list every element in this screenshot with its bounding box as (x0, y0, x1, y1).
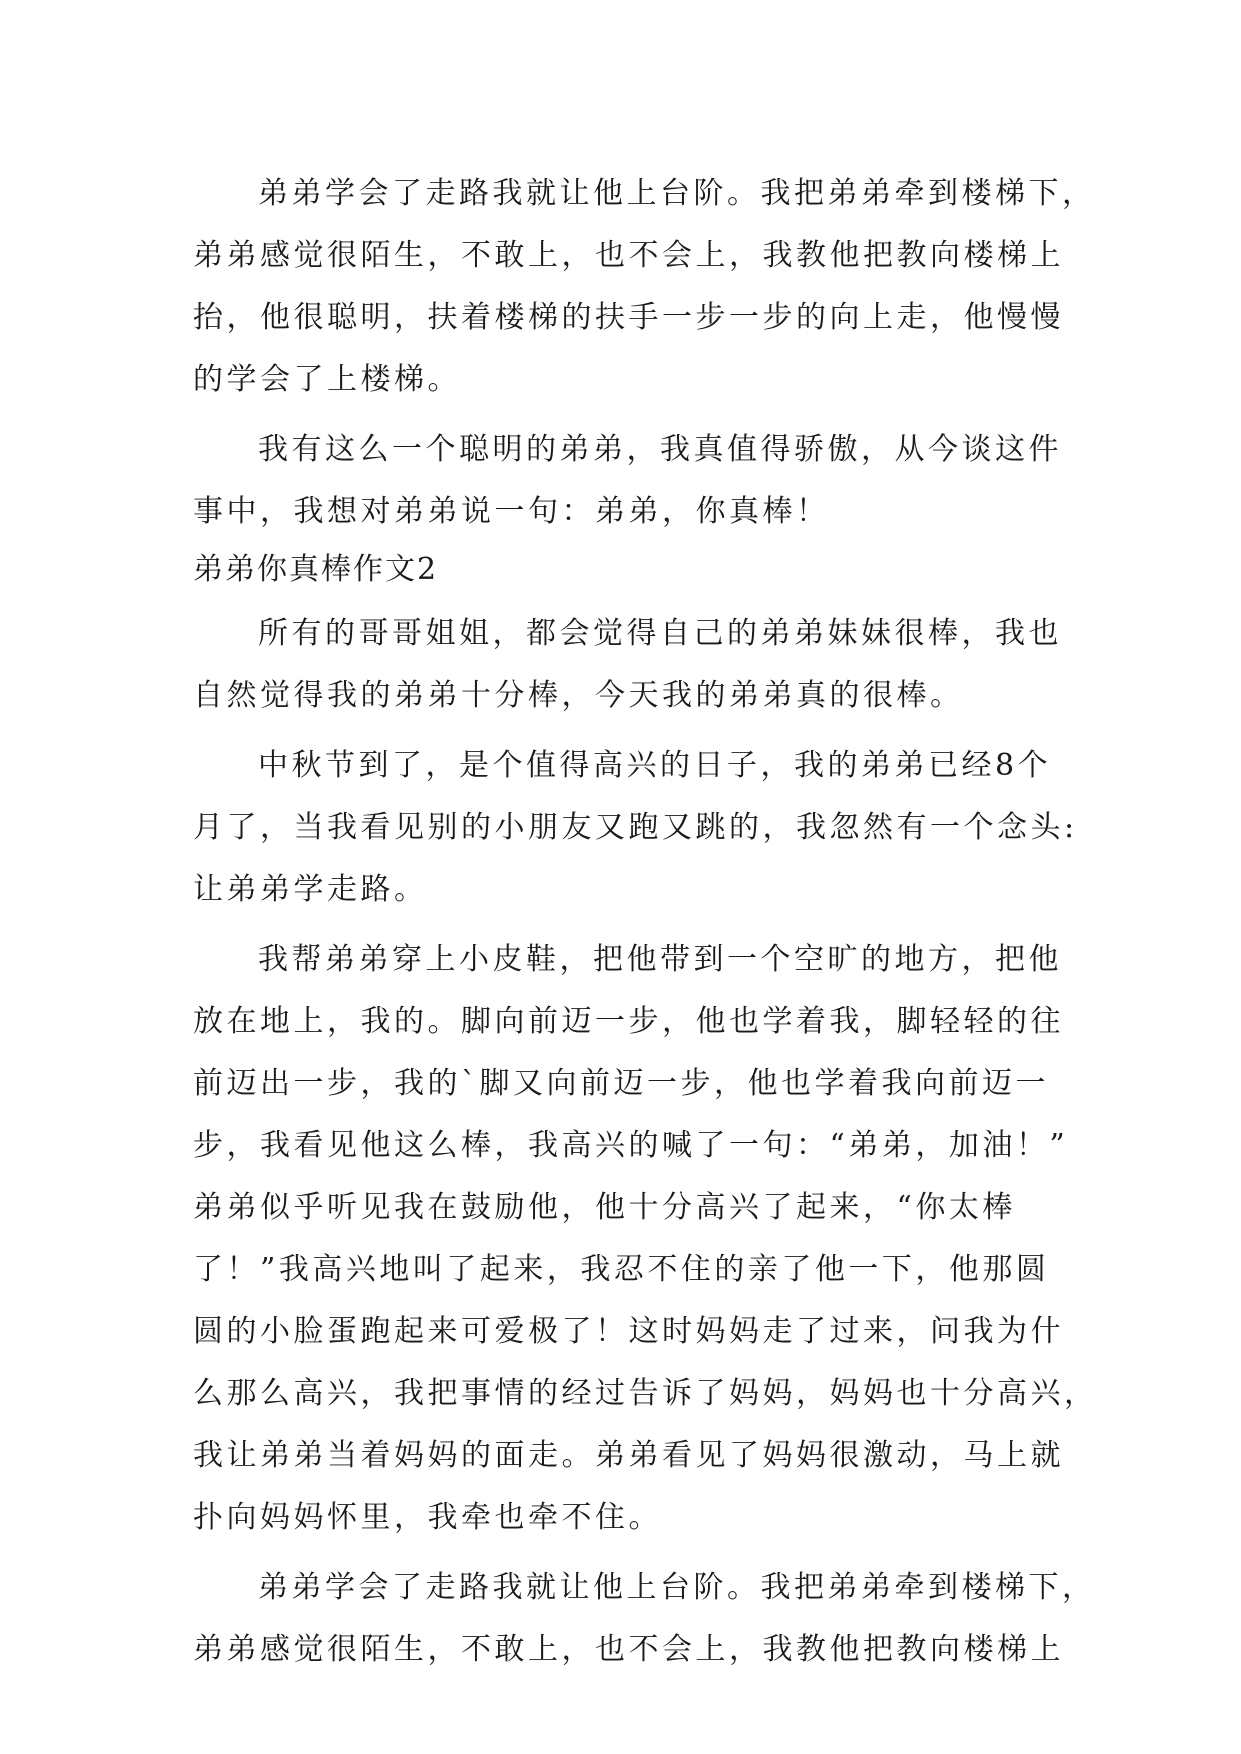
paragraph-line: 自然觉得我的弟弟十分棒，今天我的弟弟真的很棒。 (193, 678, 964, 713)
paragraph-line: 事中，我想对弟弟说一句：弟弟，你真棒！ (193, 494, 830, 529)
paragraph-line: 步，我看见他这么棒，我高兴的喊了一句：“弟弟，加油！” (193, 1128, 1069, 1163)
paragraph-line: 扑向妈妈怀里，我牵也牵不住。 (193, 1500, 662, 1535)
paragraph-line: 抬，他很聪明，扶着楼梯的扶手一步一步的向上走，他慢慢 (193, 300, 1064, 335)
paragraph-line: 了！”我高兴地叫了起来，我忍不住的亲了他一下，他那圆 (193, 1252, 1050, 1287)
paragraph-line: 圆的小脸蛋跑起来可爱极了！这时妈妈走了过来，问我为什 (193, 1314, 1064, 1349)
paragraph-line: 所有的哥哥姐姐，都会觉得自己的弟弟妹妹很棒，我也 (258, 616, 1062, 651)
section-heading: 弟弟你真棒作文2 (193, 552, 439, 587)
paragraph-line: 弟弟感觉很陌生，不敢上，也不会上，我教他把教向楼梯上 (193, 1632, 1064, 1667)
paragraph-line: 弟弟感觉很陌生，不敢上，也不会上，我教他把教向楼梯上 (193, 238, 1064, 273)
paragraph-line: 的学会了上楼梯。 (193, 362, 461, 397)
paragraph-line: 放在地上，我的。脚向前迈一步，他也学着我，脚轻轻的往 (193, 1004, 1064, 1039)
paragraph-line: 月了，当我看见别的小朋友又跑又跳的，我忽然有一个念头: (193, 810, 1078, 845)
paragraph-line: 中秋节到了，是个值得高兴的日子，我的弟弟已经8个 (258, 748, 1052, 783)
paragraph-line: 我帮弟弟穿上小皮鞋，把他带到一个空旷的地方，把他 (258, 942, 1062, 977)
paragraph-line: 弟弟学会了走路我就让他上台阶。我把弟弟牵到楼梯下， (258, 176, 1096, 211)
paragraph-line: 弟弟似乎听见我在鼓励他，他十分高兴了起来，“你太棒 (193, 1190, 1016, 1225)
paragraph-line: 我有这么一个聪明的弟弟，我真值得骄傲，从今谈这件 (258, 432, 1062, 467)
paragraph-line: 让弟弟学走路。 (193, 872, 428, 907)
paragraph-line: 么那么高兴，我把事情的经过告诉了妈妈，妈妈也十分高兴， (193, 1376, 1098, 1411)
paragraph-line: 弟弟学会了走路我就让他上台阶。我把弟弟牵到楼梯下， (258, 1570, 1096, 1605)
paragraph-line: 前迈出一步，我的`脚又向前迈一步，他也学着我向前迈一 (193, 1066, 1049, 1101)
paragraph-line: 我让弟弟当着妈妈的面走。弟弟看见了妈妈很激动，马上就 (193, 1438, 1064, 1473)
